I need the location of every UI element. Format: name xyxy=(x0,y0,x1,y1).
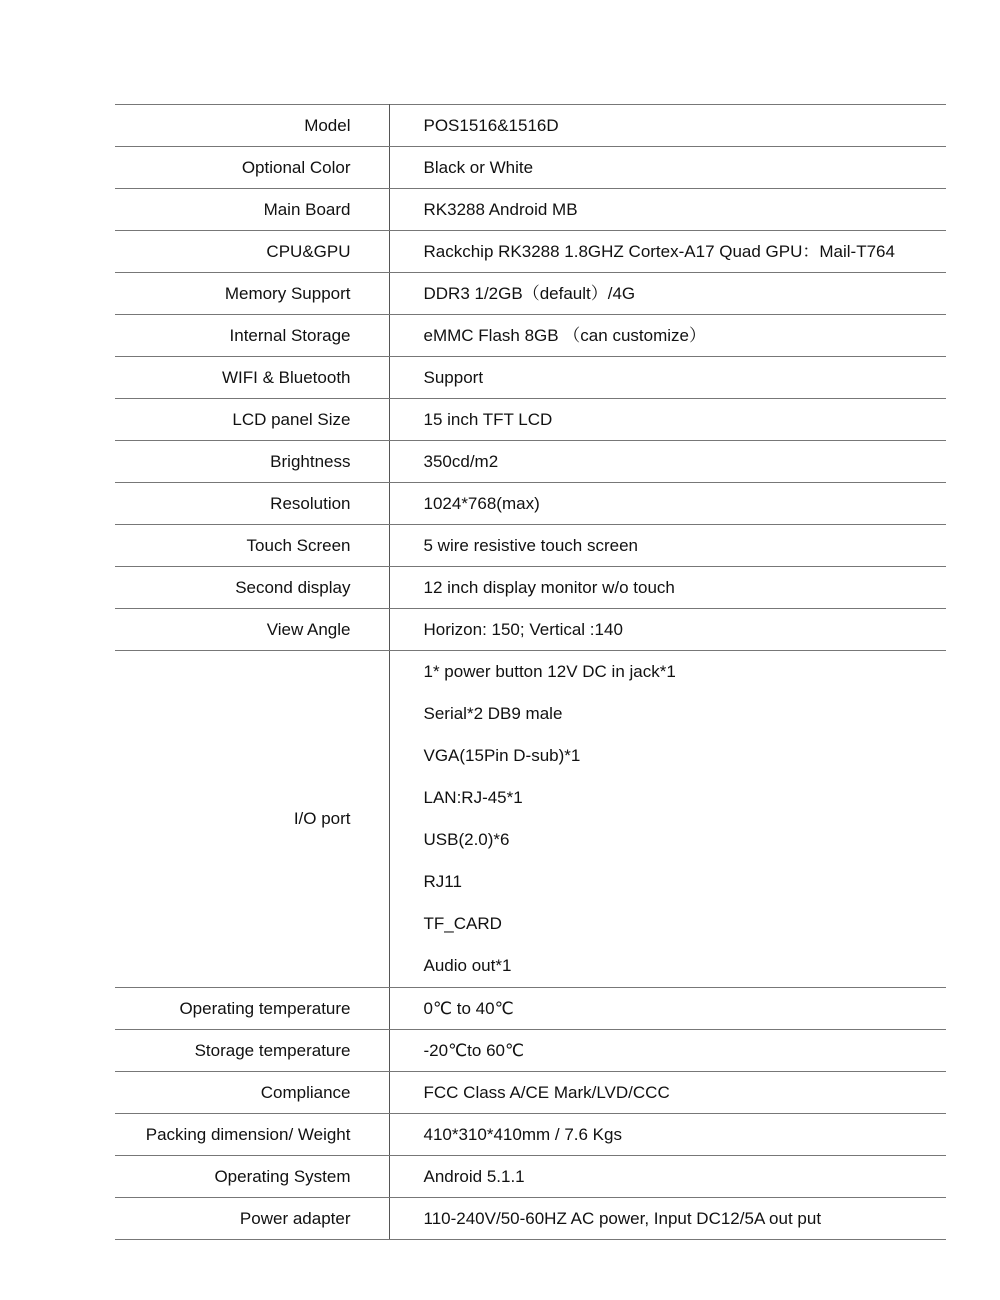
spec-value-list xyxy=(389,651,946,988)
spec-value: RK3288 Android MB xyxy=(389,189,946,231)
spec-row-operating-temperature xyxy=(115,988,946,1030)
io-port-item: 1* power button 12V DC in jack*1 xyxy=(423,662,676,681)
spec-value: POS1516&1516D xyxy=(389,105,946,147)
spec-label: Packing dimension/ Weight xyxy=(115,1114,389,1156)
spec-value: 1024*768(max) xyxy=(389,483,946,525)
spec-row-resolution xyxy=(115,483,946,525)
spec-label: View Angle xyxy=(115,609,389,651)
spec-label: Storage temperature xyxy=(115,1030,389,1072)
spec-label: CPU&GPU xyxy=(115,231,389,273)
spec-label: LCD panel Size xyxy=(115,399,389,441)
spec-value: 5 wire resistive touch screen xyxy=(389,525,946,567)
spec-value: -20℃to 60℃ xyxy=(389,1030,946,1072)
spec-label: Power adapter xyxy=(115,1198,389,1240)
spec-label: Brightness xyxy=(115,441,389,483)
io-port-item: Serial*2 DB9 male xyxy=(423,704,563,723)
spec-value: 110-240V/50-60HZ AC power, Input DC12/5A out put xyxy=(389,1198,946,1240)
spec-value: 15 inch TFT LCD xyxy=(389,399,946,441)
spec-value: Rackchip RK3288 1.8GHZ Cortex-A17 Quad GPU：Mail-T764 xyxy=(389,231,946,273)
spec-label: Model xyxy=(115,105,389,147)
spec-value: DDR3 1/2GB（default）/4G xyxy=(389,273,946,315)
spec-value: 0℃ to 40℃ xyxy=(389,988,946,1030)
spec-row-wifi-bluetooth xyxy=(115,357,946,399)
spec-value: 410*310*410mm / 7.6 Kgs xyxy=(389,1114,946,1156)
spec-label: WIFI & Bluetooth xyxy=(115,357,389,399)
spec-row-second-display xyxy=(115,567,946,609)
spec-label: Compliance xyxy=(115,1072,389,1114)
spec-row-brightness xyxy=(115,441,946,483)
spec-row-io-port xyxy=(115,651,946,988)
spec-label: Main Board xyxy=(115,189,389,231)
spec-label: Optional Color xyxy=(115,147,389,189)
spec-row-view-angle xyxy=(115,609,946,651)
spec-value: Android 5.1.1 xyxy=(389,1156,946,1198)
spec-value: Black or White xyxy=(389,147,946,189)
spec-row-optional-color xyxy=(115,147,946,189)
spec-label: Internal Storage xyxy=(115,315,389,357)
spec-label: Resolution xyxy=(115,483,389,525)
spec-value: FCC Class A/CE Mark/LVD/CCC xyxy=(389,1072,946,1114)
spec-row-cpu-gpu xyxy=(115,231,946,273)
io-port-item: USB(2.0)*6 xyxy=(423,830,510,849)
io-port-item: TF_CARD xyxy=(423,914,502,933)
spec-label: Operating System xyxy=(115,1156,389,1198)
spec-label: Memory Support xyxy=(115,273,389,315)
spec-row-power-adapter xyxy=(115,1198,946,1240)
spec-row-lcd-panel-size xyxy=(115,399,946,441)
spec-row-storage-temperature xyxy=(115,1030,946,1072)
spec-row-internal-storage xyxy=(115,315,946,357)
spec-row-packing-dimension xyxy=(115,1114,946,1156)
spec-label: I/O port xyxy=(115,651,389,988)
spec-row-compliance xyxy=(115,1072,946,1114)
spec-value: Support xyxy=(389,357,946,399)
spec-table-body xyxy=(115,105,946,1240)
spec-row-memory xyxy=(115,273,946,315)
io-port-list xyxy=(424,651,947,987)
spec-table xyxy=(115,104,946,1240)
spec-value: 12 inch display monitor w/o touch xyxy=(389,567,946,609)
spec-row-main-board xyxy=(115,189,946,231)
io-port-item: RJ11 xyxy=(423,872,462,891)
spec-label: Touch Screen xyxy=(115,525,389,567)
io-port-item: VGA(15Pin D-sub)*1 xyxy=(423,746,581,765)
spec-row-operating-system xyxy=(115,1156,946,1198)
spec-label: Second display xyxy=(115,567,389,609)
spec-value: Horizon: 150; Vertical :140 xyxy=(389,609,946,651)
spec-value: eMMC Flash 8GB （can customize） xyxy=(389,315,946,357)
spec-row-model xyxy=(115,105,946,147)
spec-label: Operating temperature xyxy=(115,988,389,1030)
io-port-item: Audio out*1 xyxy=(423,956,512,975)
spec-value: 350cd/m2 xyxy=(389,441,946,483)
spec-row-touch-screen xyxy=(115,525,946,567)
io-port-item: LAN:RJ-45*1 xyxy=(423,788,523,807)
